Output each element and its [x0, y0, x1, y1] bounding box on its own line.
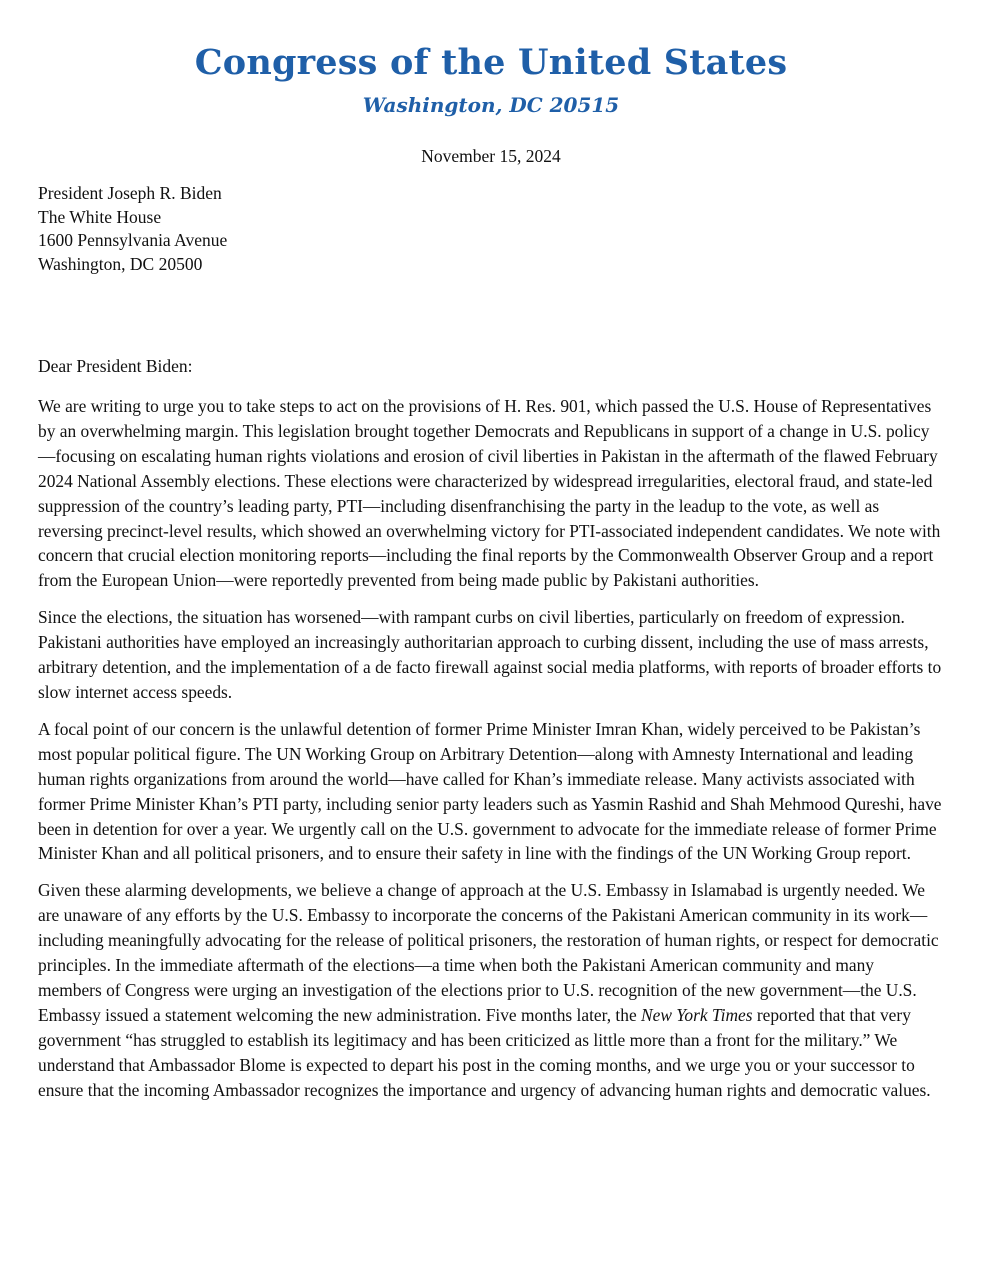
recipient-city: Washington, DC 20500 — [38, 253, 203, 274]
paragraph — [38, 878, 942, 1102]
paragraph: We are writing to urge you to take steps to act on the provisions of H. Res. 901, which passed the U.S. House of Representatives by an overwhelming margin. This legislation brought together Democrats and Republicans in support of a change in U.S. policy—focusing on escalating human rights violations and erosion of civil liberties in Pakistan in the aftermath of the flawed February 2024 National Assembly elections. These elections were characterized by widespread irregularities, electoral fraud, and state-led suppression of the country’s leading party, PTI—including disenfranchising the party in the leadup to the vote, as well as reversing precinct-level results, which showed an overwhelming victory for PTI-associated independent candidates. We note with concern that crucial election monitoring reports—including the final reports by the Commonwealth Observer Group and a report from the European Union—were reportedly prevented from being made public by Pakistani authorities. — [38, 396, 941, 591]
recipient-address — [38, 182, 227, 276]
paragraph-text: reported that that very government “has struggled to establish its legitimacy and has been criticized as little more than a front for the military.” We understand that Ambassador Blome is expected to depart his post in the coming months, and we urge you or your successor to ensure that the incoming Ambassador recognizes the importance and urgency of advancing human rights and democratic values. — [38, 1004, 931, 1100]
letter-date: November 15, 2024 — [421, 146, 561, 166]
recipient-org: The White House — [38, 206, 162, 227]
letterhead-address: Washington, DC 20515 — [362, 93, 620, 117]
paragraph-text: Given these alarming developments, we believe a change of approach at the U.S. Embassy in Islamabad is urgently needed. We are unaware of any efforts by the U.S. Embassy to incorporate the concerns of the Pakistani American community in its work—including meaningfully advocating for the release of political prisoners, the restoration of human rights, or respect for democratic principles. In the immediate aftermath of the elections—a time when both the Pakistani American community and many members of Congress were urging an investigation of the elections prior to U.S. recognition of the new government—the U.S. Embassy issued a statement welcoming the new administration. Five months later, the — [38, 880, 939, 1025]
recipient-street: 1600 Pennsylvania Avenue — [38, 230, 228, 250]
paragraph: Since the elections, the situation has worsened—with rampant curbs on civil liberties, particularly on freedom of expression. Pakistani authorities have employed an increasingly authoritarian approach to curbing dissent, including the use of mass arrests, arbitrary detention, and the implementation of a de facto firewall against social media platforms, with reports of broader efforts to slow internet access speeds. — [38, 607, 942, 702]
recipient-name: President Joseph R. Biden — [38, 183, 222, 203]
paragraph: A focal point of our concern is the unlawful detention of former Prime Minister Imran Khan, widely perceived to be Pakistan’s most popular political figure. The UN Working Group on Arbitrary Detention—along with Amnesty International and leading human rights organizations from around the world—have called for Khan’s immediate release. Many activists associated with former Prime Minister Khan’s PTI party, including senior party leaders such as Yasmin Rashid and Shah Mehmood Qureshi, have been in detention for over a year. We urgently call on the U.S. government to advocate for the immediate release of former Prime Minister Khan and all political prisoners, and to ensure their safety in line with the findings of the UN Working Group report. — [38, 718, 942, 864]
publication-name: New York Times — [641, 1004, 753, 1025]
salutation: Dear President Biden: — [38, 356, 193, 376]
letter-body — [38, 394, 942, 1114]
letterhead-title: Congress of the United States — [194, 42, 788, 83]
